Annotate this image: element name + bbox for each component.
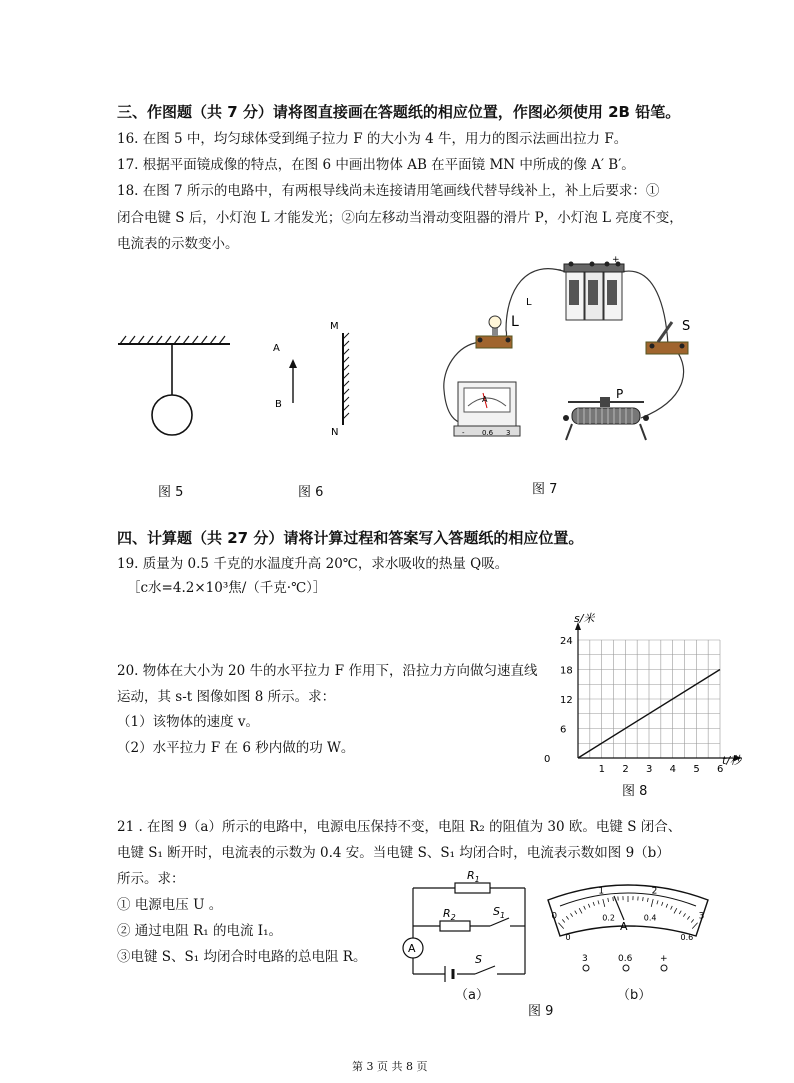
y-tick-label: 6 (560, 724, 567, 736)
label-m: M (330, 321, 339, 332)
question-21-line3: 所示。求： (117, 871, 185, 887)
question-20-line2: 运动，其 s-t 图像如图 8 所示。求： (117, 689, 336, 705)
x-tick-label: 6 (717, 764, 724, 775)
figure-5-caption: 图 5 (158, 485, 184, 500)
meter-terminals (583, 965, 667, 971)
chart-grid (578, 640, 720, 758)
meter-bottom-label: 0 (565, 933, 571, 943)
meter-terminal-label: 0.6 (618, 954, 633, 964)
chart-axes (575, 622, 742, 761)
battery-plus: + (612, 255, 620, 265)
figure-9a-circuit (395, 866, 540, 996)
x-tick-label: 4 (669, 764, 677, 775)
question-19-line1: 19. 质量为 0.5 千克的水温度升高 20℃，求水吸收的热量 Q吸。 (117, 556, 509, 572)
section4-heading: 四、计算题（共 27 分）请将计算过程和答案写入答题纸的相应位置。 (117, 529, 584, 547)
figure-6-caption: 图 6 (298, 485, 324, 500)
label-n: N (331, 427, 339, 438)
question-18-line2: 闭合电键 S 后，小灯泡 L 才能发光；②向左移动当滑动变阻器的滑片 P，小灯泡 L 亮度不变， (117, 210, 683, 226)
ceiling-hatch (120, 336, 225, 344)
label-s1: $S_1$ (493, 905, 506, 920)
question-21-line6: ③电键 S、S₁ 均闭合时电路的总电阻 R。 (117, 949, 367, 965)
label-p: P (616, 387, 624, 401)
section3-heading: 三、作图题（共 7 分）请将图直接画在答题纸的相应位置，作图必须使用 2B 铅笔。 (117, 103, 681, 121)
ammeter-symbol-letter: A (408, 942, 416, 955)
question-20-line3: （1）该物体的速度 v。 (117, 714, 260, 730)
wire-battery-switch (621, 271, 668, 345)
ammeter (454, 382, 520, 436)
label-r1: $R_1$ (467, 869, 480, 884)
wire-battery-lamp (498, 269, 566, 342)
label-l: L (511, 314, 519, 330)
meter-top-label: 1 (598, 886, 605, 897)
x-tick-label: 5 (693, 764, 700, 775)
question-16: 16. 在图 5 中，均匀球体受到绳子拉力 F 的大小为 4 牛，用力的图示法画出拉力 F。 (117, 131, 628, 147)
y-tick-label: 24 (560, 636, 573, 647)
wire-switch-rheostat (641, 350, 684, 418)
arrow-head (289, 359, 297, 368)
question-21-line5: ② 通过电阻 R₁ 的电流 I₁。 (117, 923, 282, 939)
meter-top-label: 2 (651, 886, 658, 897)
ammeter-06: 0.6 (482, 429, 494, 437)
figure-8-caption: 图 8 (622, 784, 648, 799)
resistor-r2 (440, 921, 470, 931)
ammeter-letter: A (482, 395, 488, 404)
label-s: S (682, 319, 691, 334)
meter-terminal-label: 3 (582, 954, 588, 964)
figure-7-caption: 图 7 (532, 482, 558, 497)
y-axis-label: s/米 (574, 612, 595, 625)
label-r2: $R_2$ (443, 907, 456, 922)
page-number: 第 3 页 共 8 页 (352, 1060, 428, 1073)
question-19-line2: ［c水=4.2×10³焦/（千克·℃）］ (127, 580, 327, 596)
question-21-line1: 21 . 在图 9（a）所示的电路中，电源电压保持不变，电阻 R₂ 的阻值为 30 欧。电键 S 闭合、 (117, 819, 682, 835)
question-18-line1: 18. 在图 7 所示的电路中，有两根导线尚未连接请用笔画线代替导线补上，补上后要求：① (117, 183, 660, 199)
figure-8-chart (530, 612, 750, 780)
figure-5 (112, 330, 237, 440)
x-axis-label: t/秒 (722, 754, 742, 767)
meter-bottom-label: 0.2 (602, 913, 615, 923)
figure-9b-meter (538, 870, 718, 980)
figure-9a-label: （a） (455, 988, 489, 1003)
label-b: B (275, 399, 282, 410)
figure-7 (436, 250, 696, 460)
meter-bottom-label: 0.4 (643, 913, 657, 923)
origin-label: 0 (544, 754, 551, 765)
ball (152, 395, 192, 435)
x-tick-label: 3 (646, 764, 653, 775)
rheostat (563, 397, 649, 440)
question-17: 17. 根据平面镜成像的特点，在图 6 中画出物体 AB 在平面镜 MN 中所成的像 A′ B′。 (117, 157, 635, 173)
question-18-line3: 电流表的示数变小。 (117, 236, 239, 252)
label-a: A (273, 343, 280, 354)
meter-terminal-label: + (660, 954, 668, 964)
figure-9b-label: （b） (617, 988, 652, 1003)
question-21-line4: ① 电源电压 U 。 (117, 897, 223, 913)
y-tick-label: 12 (560, 695, 573, 706)
question-21-line2: 电键 S₁ 断开时，电流表的示数为 0.4 安。当电键 S、S₁ 均闭合时，电流表示数如图 9（b） (117, 845, 670, 861)
meter-top-label: 3 (698, 911, 705, 922)
battery-minus: - (558, 265, 562, 275)
ammeter-neg: - (462, 429, 465, 437)
ammeter-3: 3 (506, 429, 511, 437)
resistor-r1 (455, 883, 490, 893)
meter-terminal-labels (582, 954, 668, 964)
question-20-line4: （2）水平拉力 F 在 6 秒内做的功 W。 (117, 740, 355, 756)
question-20-line1: 20. 物体在大小为 20 牛的水平拉力 F 作用下，沿拉力方向做匀速直线 (117, 663, 538, 679)
battery (564, 262, 624, 321)
figure-6 (265, 315, 365, 445)
meter-top-label: 0 (551, 911, 558, 922)
meter-bottom-label: 0.6 (680, 933, 694, 943)
y-tick-label: 18 (560, 665, 573, 677)
x-tick-label: 1 (598, 764, 606, 775)
switch-s (475, 966, 495, 974)
meter-letter: A (620, 920, 628, 933)
label-l-small: L (526, 297, 532, 308)
figure-9-caption: 图 9 (528, 1004, 554, 1019)
x-tick-label: 2 (622, 764, 629, 775)
battery-cell (445, 966, 453, 982)
label-s: S (475, 953, 482, 966)
